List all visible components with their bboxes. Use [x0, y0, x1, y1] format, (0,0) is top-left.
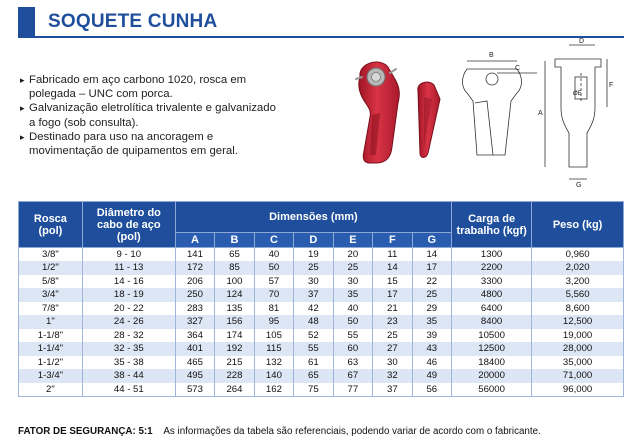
- table-cell: 3,200: [532, 275, 624, 289]
- table-cell: 364: [175, 329, 214, 343]
- table-cell: 37: [294, 288, 333, 302]
- table-cell: 63: [333, 356, 372, 370]
- table-cell: 0,960: [532, 248, 624, 262]
- table-cell: 22: [412, 275, 451, 289]
- table-cell: 24 - 26: [82, 315, 175, 329]
- page-title: SOQUETE CUNHA: [48, 11, 218, 32]
- table-cell: 32: [373, 369, 412, 383]
- table-row: [19, 356, 624, 370]
- table-cell: 21: [373, 302, 412, 316]
- table-cell: 19,000: [532, 329, 624, 343]
- socket-pin-nut: [372, 73, 381, 82]
- table-cell: 95: [254, 315, 293, 329]
- table-cell: 6400: [452, 302, 532, 316]
- dim-label-f: F: [609, 82, 614, 89]
- table-cell: 20: [333, 248, 372, 262]
- table-cell: 283: [175, 302, 214, 316]
- table-cell: 2200: [452, 261, 532, 275]
- bullet-icon: ▸: [20, 75, 25, 85]
- table-cell: 70: [254, 288, 293, 302]
- table-cell: 115: [254, 342, 293, 356]
- table-cell: 1-1/4": [19, 342, 83, 356]
- table-cell: 162: [254, 383, 293, 397]
- table-cell: 2,020: [532, 261, 624, 275]
- bullet-icon: ▸: [20, 103, 25, 114]
- table-cell: 60: [333, 342, 372, 356]
- dim-label-g: G: [576, 182, 582, 187]
- table-cell: 37: [373, 383, 412, 397]
- table-cell: 65: [294, 369, 333, 383]
- table-cell: 14: [373, 261, 412, 275]
- table-cell: 327: [175, 315, 214, 329]
- table-cell: 20000: [452, 369, 532, 383]
- table-cell: 19: [294, 248, 333, 262]
- table-cell: 35,000: [532, 356, 624, 370]
- table-cell: 55: [333, 329, 372, 343]
- table-cell: 27: [373, 342, 412, 356]
- table-cell: 32 - 35: [82, 342, 175, 356]
- table-cell: 50: [333, 315, 372, 329]
- table-cell: 105: [254, 329, 293, 343]
- header-dim-b: B: [215, 233, 254, 248]
- table-cell: 5/8": [19, 275, 83, 289]
- bullet-icon: ▸: [20, 131, 25, 142]
- header-color-block: [18, 7, 35, 38]
- technical-drawing: [437, 37, 625, 187]
- disclaimer-note: As informações da tabela são referenciais, podendo variar de acordo com o fabricante.: [163, 426, 541, 437]
- table-cell: 17: [412, 261, 451, 275]
- table-cell: 50: [254, 261, 293, 275]
- header-dim-g: G: [412, 233, 451, 248]
- table-row: [19, 302, 624, 316]
- table-cell: 124: [215, 288, 254, 302]
- header-peso: Peso (kg): [532, 202, 624, 248]
- table-cell: 2": [19, 383, 83, 397]
- table-cell: 3300: [452, 275, 532, 289]
- table-cell: 1-1/8": [19, 329, 83, 343]
- dim-label-a: A: [538, 110, 543, 117]
- table-cell: 49: [412, 369, 451, 383]
- table-cell: 7/8": [19, 302, 83, 316]
- table-cell: 30: [294, 275, 333, 289]
- header-diametro: Diâmetro do cabo de aço (pol): [82, 202, 175, 248]
- table-cell: 61: [294, 356, 333, 370]
- table-cell: 495: [175, 369, 214, 383]
- table-cell: 1-3/4": [19, 369, 83, 383]
- table-cell: 43: [412, 342, 451, 356]
- table-cell: 85: [215, 261, 254, 275]
- table-cell: 206: [175, 275, 214, 289]
- table-cell: 20 - 22: [82, 302, 175, 316]
- table-cell: 5,560: [532, 288, 624, 302]
- table-cell: 18400: [452, 356, 532, 370]
- table-row: [19, 288, 624, 302]
- table-cell: 3/4": [19, 288, 83, 302]
- table-cell: 135: [215, 302, 254, 316]
- table-cell: 29: [412, 302, 451, 316]
- table-cell: 35: [333, 288, 372, 302]
- table-row: [19, 315, 624, 329]
- table-cell: 250: [175, 288, 214, 302]
- table-cell: 140: [254, 369, 293, 383]
- table-cell: 401: [175, 342, 214, 356]
- table-row: [19, 261, 624, 275]
- table-cell: 38 - 44: [82, 369, 175, 383]
- table-cell: 12,500: [532, 315, 624, 329]
- table-row: [19, 369, 624, 383]
- table-cell: 65: [215, 248, 254, 262]
- feature-text: Destinado para uso na ancoragem e movimentação de quipamentos em geral.: [29, 130, 238, 158]
- header-dim-a: A: [175, 233, 214, 248]
- table-cell: 12500: [452, 342, 532, 356]
- dim-label-b: B: [489, 52, 494, 59]
- table-cell: 44 - 51: [82, 383, 175, 397]
- table-cell: 228: [215, 369, 254, 383]
- table-cell: 56: [412, 383, 451, 397]
- table-cell: 11: [373, 248, 412, 262]
- header-dimensoes: Dimensões (mm): [175, 202, 451, 233]
- table-cell: 81: [254, 302, 293, 316]
- table-cell: 25: [333, 261, 372, 275]
- table-cell: 25: [412, 288, 451, 302]
- feature-item: [20, 130, 278, 158]
- table-cell: 67: [333, 369, 372, 383]
- table-cell: 1300: [452, 248, 532, 262]
- header-dim-f: F: [373, 233, 412, 248]
- table-cell: 264: [215, 383, 254, 397]
- table-cell: 25: [373, 329, 412, 343]
- table-cell: 23: [373, 315, 412, 329]
- table-cell: 35 - 38: [82, 356, 175, 370]
- specs-table-body: [19, 248, 624, 397]
- table-cell: 8400: [452, 315, 532, 329]
- header-carga: Carga de trabalho (kgf): [452, 202, 532, 248]
- table-cell: 48: [294, 315, 333, 329]
- table-cell: 11 - 13: [82, 261, 175, 275]
- feature-text: Galvanização eletrolítica trivalente e galvanizado a fogo (sob consulta).: [29, 102, 276, 129]
- table-cell: 25: [294, 261, 333, 275]
- table-cell: 1/2": [19, 261, 83, 275]
- table-cell: 28 - 32: [82, 329, 175, 343]
- table-cell: 10500: [452, 329, 532, 343]
- table-cell: 96,000: [532, 383, 624, 397]
- table-cell: 57: [254, 275, 293, 289]
- table-cell: 9 - 10: [82, 248, 175, 262]
- table-cell: 28,000: [532, 342, 624, 356]
- feature-item: [20, 101, 278, 129]
- table-cell: 14 - 16: [82, 275, 175, 289]
- table-row: [19, 248, 624, 262]
- table-cell: 1": [19, 315, 83, 329]
- table-cell: 18 - 19: [82, 288, 175, 302]
- table-cell: 215: [215, 356, 254, 370]
- header-dim-c: C: [254, 233, 293, 248]
- table-cell: 132: [254, 356, 293, 370]
- table-cell: 52: [294, 329, 333, 343]
- table-cell: 40: [254, 248, 293, 262]
- table-cell: 75: [294, 383, 333, 397]
- table-cell: 172: [175, 261, 214, 275]
- footer: [18, 426, 541, 437]
- table-cell: 465: [175, 356, 214, 370]
- specs-table: [18, 201, 624, 397]
- table-cell: 30: [333, 275, 372, 289]
- table-cell: 4800: [452, 288, 532, 302]
- table-row: [19, 275, 624, 289]
- table-cell: 39: [412, 329, 451, 343]
- table-cell: 100: [215, 275, 254, 289]
- table-cell: 77: [333, 383, 372, 397]
- feature-item: [20, 73, 278, 101]
- table-cell: 40: [333, 302, 372, 316]
- table-cell: 1-1/2": [19, 356, 83, 370]
- table-cell: 141: [175, 248, 214, 262]
- section-header: [18, 7, 624, 38]
- table-cell: 55: [294, 342, 333, 356]
- table-cell: 8,600: [532, 302, 624, 316]
- table-cell: 56000: [452, 383, 532, 397]
- table-cell: 14: [412, 248, 451, 262]
- table-cell: 30: [373, 356, 412, 370]
- dim-label-e: ØE: [573, 91, 582, 97]
- feature-text: Fabricado em aço carbono 1020, rosca em polegada – UNC com porca.: [29, 74, 247, 101]
- table-row: [19, 342, 624, 356]
- table-cell: 174: [215, 329, 254, 343]
- table-row: [19, 329, 624, 343]
- table-cell: 573: [175, 383, 214, 397]
- specs-table-container: [18, 201, 624, 397]
- safety-factor: FATOR DE SEGURANÇA: 5:1: [18, 426, 153, 437]
- dim-label-d: D: [579, 38, 585, 45]
- table-cell: 35: [412, 315, 451, 329]
- header-dim-d: D: [294, 233, 333, 248]
- header-dim-e: E: [333, 233, 372, 248]
- table-cell: 192: [215, 342, 254, 356]
- dim-label-c: C: [515, 65, 521, 72]
- table-cell: 42: [294, 302, 333, 316]
- feature-list: [20, 73, 278, 158]
- table-row: [19, 383, 624, 397]
- table-cell: 46: [412, 356, 451, 370]
- header-rosca: Rosca (pol): [19, 202, 83, 248]
- table-cell: 3/8": [19, 248, 83, 262]
- table-cell: 15: [373, 275, 412, 289]
- table-cell: 71,000: [532, 369, 624, 383]
- table-cell: 156: [215, 315, 254, 329]
- table-cell: 17: [373, 288, 412, 302]
